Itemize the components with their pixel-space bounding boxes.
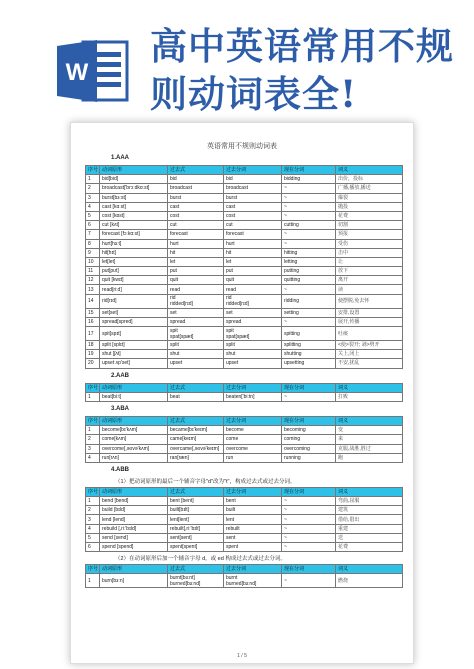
table-cell: 来 (336, 435, 403, 444)
table-cell: split (224, 341, 282, 350)
column-header: 过去式 (168, 416, 224, 425)
table-cell: setting (282, 308, 336, 317)
table-cell: rebuilt[,riː'bɪlt] (168, 524, 224, 533)
doc-title: 英语常用不规则动词表 (207, 143, 277, 150)
table-cell: become (224, 426, 282, 435)
table-row (86, 230, 403, 239)
column-header: 现在分词 (282, 166, 336, 175)
table-cell: burnt burned[bɜːnd] (224, 574, 282, 588)
table-cell: 爆裂 (336, 193, 403, 202)
table-cell: spit spat[spæt] (224, 327, 282, 341)
verb-table (85, 416, 403, 463)
table-row (86, 221, 403, 230)
table-cell: 花费 (336, 211, 403, 220)
table-cell: bid[bid] (100, 175, 168, 184)
table-cell: 借给,借出 (336, 515, 403, 524)
table-cell: run (224, 453, 282, 462)
table-row (86, 308, 403, 317)
table-cell: spitting (282, 327, 336, 341)
table-row (86, 193, 403, 202)
table-cell: 切割 (336, 221, 403, 230)
table-cell: ~ (282, 202, 336, 211)
table-row (86, 524, 403, 533)
table-row (86, 574, 403, 588)
table-cell: 11 (86, 267, 100, 276)
table-cell: 6 (86, 543, 100, 552)
table-cell: burst (224, 193, 282, 202)
table-cell: cost [kɒst] (100, 211, 168, 220)
table-cell: lent (224, 515, 282, 524)
column-header: 现在分词 (282, 565, 336, 574)
table-row (86, 543, 403, 552)
table-cell: read (168, 285, 224, 294)
table-cell: coming (282, 435, 336, 444)
column-header: 过去分词 (224, 416, 282, 425)
column-header: 现在分词 (282, 383, 336, 392)
table-cell: ~ (282, 515, 336, 524)
section-note: （1）把动词原形的最后一个辅音字母"d"改为"t"，构成过去式或过去分词。 (115, 478, 296, 485)
table-cell: rebuilt (224, 524, 282, 533)
table-cell: built (224, 506, 282, 515)
table-cell: quit (168, 276, 224, 285)
table-row (86, 248, 403, 257)
column-header: 序号 (86, 487, 100, 496)
table-cell: spit[spɪt] (100, 327, 168, 341)
table-cell: ~ (282, 193, 336, 202)
table-cell: 关上,闭上 (336, 350, 403, 359)
table-cell: 4 (86, 202, 100, 211)
table-cell: splitting (282, 341, 336, 350)
table-cell: become[bɪ'kʌm] (100, 426, 168, 435)
table-header (86, 416, 403, 425)
table-cell: 3 (86, 193, 100, 202)
table-cell: 克服,战胜,胜过 (336, 444, 403, 453)
column-header: 过去分词 (224, 166, 282, 175)
column-header: 动词原形 (100, 383, 168, 392)
column-header: 词义 (336, 487, 403, 496)
table-cell: 6 (86, 221, 100, 230)
column-header: 词义 (336, 416, 403, 425)
table-row (86, 294, 403, 308)
table-cell: 7 (86, 230, 100, 239)
table-cell: 读 (336, 285, 403, 294)
table-cell: shut (168, 350, 224, 359)
table-row (86, 350, 403, 359)
column-header: 过去分词 (224, 383, 282, 392)
table-cell: beat (168, 392, 224, 401)
table-cell: letting (282, 257, 336, 266)
table-cell: 展开,传播 (336, 317, 403, 326)
table-cell: put[pʊt] (100, 267, 168, 276)
table-cell: 4 (86, 453, 100, 462)
table-header (86, 565, 403, 574)
table-cell: 让 (336, 257, 403, 266)
column-header: 词义 (336, 383, 403, 392)
table-cell: 1 (86, 574, 100, 588)
table-cell: send [send] (100, 533, 168, 542)
table-cell: hurt (168, 239, 224, 248)
column-header: 过去分词 (224, 565, 282, 574)
table-cell: bid (224, 175, 282, 184)
table-row (86, 202, 403, 211)
table-cell: shutting (282, 350, 336, 359)
column-header: 词义 (336, 166, 403, 175)
table-cell: 1 (86, 175, 100, 184)
section-note: （2）在动词原形后加一个辅音字母 d，或 ed 构成过去式或过去分词。 (115, 556, 286, 563)
table-row (86, 211, 403, 220)
table-cell: 3 (86, 444, 100, 453)
table-cell: hitting (282, 248, 336, 257)
table-cell: hurt (224, 239, 282, 248)
table-cell: let[let] (100, 257, 168, 266)
table-cell: broadcast['brɔːdkɑːst] (100, 184, 168, 193)
table-row (86, 453, 403, 462)
table-cell: rid ridded[rɪd] (168, 294, 224, 308)
table-cell: bid (168, 175, 224, 184)
table-cell: ~ (282, 524, 336, 533)
table-cell: forecast (224, 230, 282, 239)
table-cell: 18 (86, 341, 100, 350)
table-cell: rebuild [,riː'bɪld] (100, 524, 168, 533)
section-label: 1.AAA (111, 155, 130, 161)
table-cell: upsetting (282, 359, 336, 368)
table-cell: 抛投 (336, 202, 403, 211)
table-cell: 使摆脱,免去怀 (336, 294, 403, 308)
column-header: 过去式 (168, 565, 224, 574)
table-cell: 17 (86, 327, 100, 341)
table-header (86, 166, 403, 175)
table-cell: sent (224, 533, 282, 542)
column-header: 序号 (86, 383, 100, 392)
table-cell: 3 (86, 515, 100, 524)
table-cell: 9 (86, 248, 100, 257)
table-cell: cast (168, 202, 224, 211)
table-cell: ~ (282, 211, 336, 220)
table-row (86, 276, 403, 285)
table-cell: 建筑 (336, 506, 403, 515)
table-cell: hit[hɪt] (100, 248, 168, 257)
table-cell: 8 (86, 239, 100, 248)
table-cell: shut [ʃʌt] (100, 350, 168, 359)
table-cell: 10 (86, 257, 100, 266)
table-cell: ~ (282, 392, 336, 401)
verb-table (85, 383, 403, 402)
column-header: 过去式 (168, 383, 224, 392)
table-cell: ~ (282, 506, 336, 515)
document-page (70, 122, 414, 664)
table-row (86, 175, 403, 184)
table-cell: 重建 (336, 524, 403, 533)
table-cell: build [bɪld] (100, 506, 168, 515)
table-cell: upset ʌp'set] (100, 359, 168, 368)
table-cell: bent [bent] (168, 497, 224, 506)
table-cell: 19 (86, 350, 100, 359)
banner (0, 0, 474, 118)
table-cell: 不安,扰乱 (336, 359, 403, 368)
table-cell: burn[bɜːn] (100, 574, 168, 588)
table-row (86, 359, 403, 368)
column-header: 序号 (86, 416, 100, 425)
column-header: 动词原形 (100, 565, 168, 574)
table-cell: split [splɪt] (100, 341, 168, 350)
column-header: 序号 (86, 565, 100, 574)
table-row (86, 285, 403, 294)
table-cell: come (224, 435, 282, 444)
table-cell: cutting (282, 221, 336, 230)
table-cell: built[bɪlt] (168, 506, 224, 515)
table-cell: ~ (282, 230, 336, 239)
table-cell: upset (224, 359, 282, 368)
section-label: 4.ABB (111, 466, 130, 473)
word-doc-icon (57, 38, 129, 104)
table-cell: putting (282, 267, 336, 276)
table-cell: sent[sent] (168, 533, 224, 542)
table-cell: ~ (282, 543, 336, 552)
table-cell: cut (224, 221, 282, 230)
table-cell: overcome (224, 444, 282, 453)
table-row (86, 341, 403, 350)
table-cell: put (224, 267, 282, 276)
table-cell: broadcast (168, 184, 224, 193)
verb-table (85, 165, 403, 369)
table-cell: upset (168, 359, 224, 368)
table-cell: quitting (282, 276, 336, 285)
table-cell: set (224, 308, 282, 317)
table-cell: hit (224, 248, 282, 257)
table-cell: let (224, 257, 282, 266)
table-cell: ~ (282, 239, 336, 248)
table-cell: come[kʌm] (100, 435, 168, 444)
table-row (86, 327, 403, 341)
table-row (86, 515, 403, 524)
table-cell: ridding (282, 294, 336, 308)
table-cell: cost (224, 211, 282, 220)
verb-table (85, 564, 403, 588)
doc-content (71, 155, 413, 588)
table-cell: 安排,设置 (336, 308, 403, 317)
table-cell: 12 (86, 276, 100, 285)
table-row (86, 444, 403, 453)
table-cell: came[keɪm] (168, 435, 224, 444)
table-cell: forecast (168, 230, 224, 239)
table-cell: beaten['biːtn] (224, 392, 282, 401)
table-cell: quit (224, 276, 282, 285)
table-row (86, 435, 403, 444)
table-cell: set[set] (100, 308, 168, 317)
table-cell: spent[spent] (168, 543, 224, 552)
table-cell: 5 (86, 211, 100, 220)
table-cell: spent (224, 543, 282, 552)
table-cell: ~ (282, 285, 336, 294)
table-cell: bent (224, 497, 282, 506)
table-cell: let (168, 257, 224, 266)
table-cell: lend [lend] (100, 515, 168, 524)
table-cell: ~ (282, 497, 336, 506)
table-header (86, 487, 403, 496)
table-cell: 跑 (336, 453, 403, 462)
table-cell: cast [kɑːst] (100, 202, 168, 211)
table-cell: ~ (282, 574, 336, 588)
table-cell: cost (168, 211, 224, 220)
table-cell: became[bɪ'keɪm] (168, 426, 224, 435)
table-cell: 14 (86, 294, 100, 308)
table-cell: spread[spred] (100, 317, 168, 326)
table-cell: 预报 (336, 230, 403, 239)
table-cell: burst[bɜːst] (100, 193, 168, 202)
table-cell: overcome[,əʊvə'kʌm] (100, 444, 168, 453)
table-cell: spread (168, 317, 224, 326)
table-cell: 弯曲,屈服 (336, 497, 403, 506)
column-header: 序号 (86, 166, 100, 175)
table-cell: 5 (86, 533, 100, 542)
table-row (86, 317, 403, 326)
column-header: 动词原形 (100, 416, 168, 425)
table-cell: rid ridded[rɪd] (224, 294, 282, 308)
table-cell: 1 (86, 497, 100, 506)
table-cell: put (168, 267, 224, 276)
table-header (86, 383, 403, 392)
table-cell: bend [bend] (100, 497, 168, 506)
table-cell: ~ (282, 184, 336, 193)
table-cell: 广播,播放,播送 (336, 184, 403, 193)
table-cell: 4 (86, 524, 100, 533)
table-cell: 13 (86, 285, 100, 294)
table-cell: set (168, 308, 224, 317)
column-header: 过去式 (168, 166, 224, 175)
table-cell: read (224, 285, 282, 294)
table-cell: 出价，投标 (336, 175, 403, 184)
table-cell: hit (168, 248, 224, 257)
column-header: 现在分词 (282, 487, 336, 496)
verb-table (85, 487, 403, 552)
table-cell: 2 (86, 506, 100, 515)
table-cell: broadcast (224, 184, 282, 193)
table-cell: <使>裂开; 剥>劈开 (336, 341, 403, 350)
table-cell: hurt[hɜːt] (100, 239, 168, 248)
table-cell: quit [kwɪt] (100, 276, 168, 285)
column-header: 动词原形 (100, 166, 168, 175)
table-cell: 击中 (336, 248, 403, 257)
column-header: 现在分词 (282, 416, 336, 425)
table-cell: 20 (86, 359, 100, 368)
table-cell: overcoming (282, 444, 336, 453)
table-row (86, 257, 403, 266)
table-cell: 16 (86, 317, 100, 326)
table-cell: 变 (336, 426, 403, 435)
table-cell: cut (168, 221, 224, 230)
table-cell: spend [spend] (100, 543, 168, 552)
table-cell: 1 (86, 426, 100, 435)
table-cell: shut (224, 350, 282, 359)
table-cell: burst (168, 193, 224, 202)
table-cell: lent[lent] (168, 515, 224, 524)
column-header: 过去分词 (224, 487, 282, 496)
table-cell: 2 (86, 184, 100, 193)
svg-text:W: W (65, 59, 89, 86)
table-cell: cut [kʌt] (100, 221, 168, 230)
table-cell: ~ (282, 533, 336, 542)
table-row (86, 239, 403, 248)
table-cell: ran[ræn] (168, 453, 224, 462)
table-cell: 燃烧 (336, 574, 403, 588)
table-row (86, 426, 403, 435)
column-header: 词义 (336, 565, 403, 574)
page-number: 1 / 5 (237, 653, 247, 659)
table-cell: 打败 (336, 392, 403, 401)
table-row (86, 533, 403, 542)
table-cell: ~ (282, 317, 336, 326)
table-cell: becoming (282, 426, 336, 435)
table-cell: 离开 (336, 276, 403, 285)
table-cell: spread (224, 317, 282, 326)
table-cell: run[rʌn] (100, 453, 168, 462)
table-cell: 放下 (336, 267, 403, 276)
table-cell: spit spat[spæt] (168, 327, 224, 341)
table-row (86, 506, 403, 515)
table-cell: 受伤 (336, 239, 403, 248)
table-cell: rid[rɪd] (100, 294, 168, 308)
table-cell: cast (224, 202, 282, 211)
table-cell: burnt[bɜːnt] burned[bɜːnd] (168, 574, 224, 588)
section-label: 3.ABA (111, 405, 130, 412)
table-cell: 吐痰 (336, 327, 403, 341)
table-row (86, 184, 403, 193)
table-cell: forecast [fɔːkɑːst] (100, 230, 168, 239)
table-cell: 送 (336, 533, 403, 542)
table-row (86, 392, 403, 401)
table-cell: running (282, 453, 336, 462)
table-cell: 2 (86, 435, 100, 444)
table-cell: 花费 (336, 543, 403, 552)
table-cell: read[riːd] (100, 285, 168, 294)
table-cell: split (168, 341, 224, 350)
column-header: 过去式 (168, 487, 224, 496)
section-label: 2.AAB (111, 372, 130, 379)
table-row (86, 267, 403, 276)
table-row (86, 497, 403, 506)
table-cell: beat[biːt] (100, 392, 168, 401)
table-cell: bidding (282, 175, 336, 184)
column-header: 动词原形 (100, 487, 168, 496)
table-cell: 15 (86, 308, 100, 317)
table-cell: overcame[,əʊvə'keɪm] (168, 444, 224, 453)
banner-title: 高中英语常用不规则动词表全! (150, 24, 454, 116)
table-cell: 1 (86, 392, 100, 401)
